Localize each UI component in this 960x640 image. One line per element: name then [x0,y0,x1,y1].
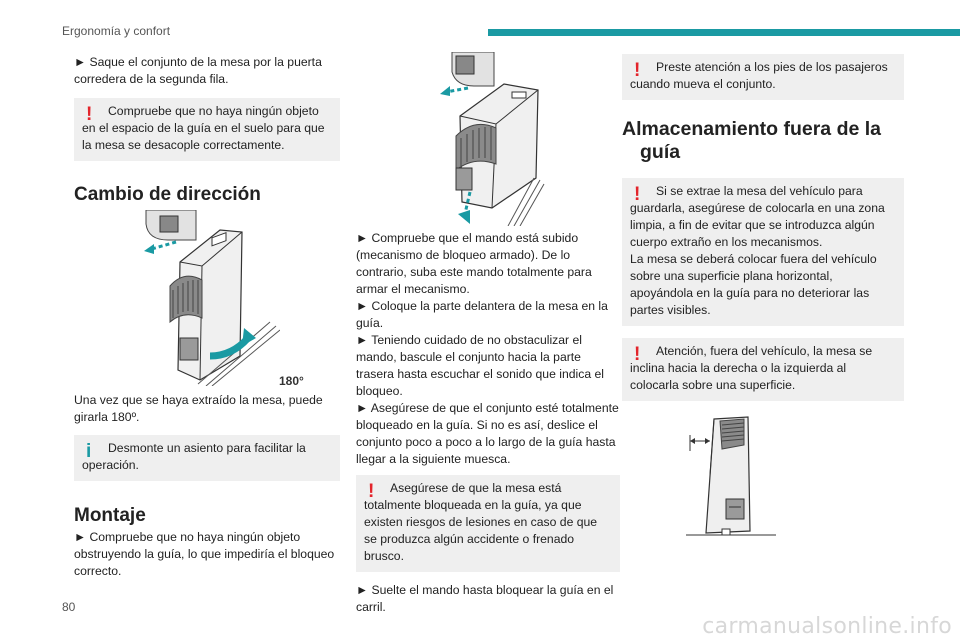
rotate-caption: Una vez que se haya extraído la mesa, puede girarla 180º. [74,393,323,424]
mount-step: ► Coloque la parte delantera de la mesa en la guía. [356,299,608,330]
mount-table-drawing [426,52,566,226]
final-step: ► Suelte el mando hasta bloquear la guía en el carril. [356,583,614,614]
running-header: Ergonomía y confort [62,24,171,38]
storage-illustration [686,415,904,543]
info-box-1 [74,435,340,481]
column-3 [622,54,904,543]
mount-steps [356,230,620,468]
warning-icon: ! [634,344,641,365]
info-icon: i [86,441,92,462]
section-title-line-2: guía [640,141,681,163]
warning-icon: ! [86,104,93,125]
warning-box-3 [622,54,904,100]
warning-box-1 [74,98,340,161]
warning-icon: ! [368,481,375,502]
warning-text-1: Compruebe que no haya ningún objeto en el espacio de la guía en el suelo para que la mesa se desacople correctamente. [82,104,325,152]
warning-text-4a: Si se extrae la mesa del vehículo para guardarla, asegúrese de colocarla en una zona limpia, a fin de evitar que se introduzca algún cuerpo extraño en los mecanismos. [630,184,885,249]
info-text-1: Desmonte un asiento para facilitar la operación. [82,441,306,472]
warning-box-5 [622,338,904,401]
warning-box-4 [622,178,904,326]
section-title-cambio: Cambio de dirección [74,184,261,205]
rotate-180-badge: 180° [279,374,304,388]
header-accent-bar [488,29,960,36]
section-title-montaje: Montaje [74,505,146,526]
warning-text-5: Atención, fuera del vehículo, la mesa se inclina hacia la derecha o la izquierda al colocarla sobre una superficie. [630,344,873,392]
warning-text-3: Preste atención a los pies de los pasajeros cuando mueva el conjunto. [630,60,888,91]
intro-step: ► Saque el conjunto de la mesa por la puerta corredera de la segunda fila. [74,55,322,86]
warning-icon: ! [634,60,641,81]
warning-box-2 [356,475,620,572]
storage-table-drawing [686,415,776,543]
mount-step: ► Compruebe que el mando está subido (mecanismo de bloqueo armado). De lo contrario, suba este mando totalmente para armar el mecanismo. [356,231,592,296]
warning-text-4b: La mesa se deberá colocar fuera del vehículo sobre una superficie plana horizontal, apoyándola en la guía para no deteriorar las partes visibles. [630,252,877,317]
mount-table-illustration [426,52,620,226]
montaje-step: ► Compruebe que no haya ningún objeto obstruyendo la guía, lo que impediría el bloqueo correcto. [74,530,335,578]
section-title-almacenamiento [622,118,904,164]
rotate-table-drawing [140,210,280,386]
rotate-table-illustration [140,210,340,386]
warning-text-2: Asegúrese de que la mesa está totalmente bloqueada en la guía, ya que existen riesgos de lesiones en caso de que se produzca algún accidente o frenado brusco. [364,481,598,563]
section-title-line-1: Almacenamiento fuera de la [622,118,882,140]
column-2 [356,52,620,616]
mount-step: ► Asegúrese de que el conjunto esté totalmente bloqueado en la guía. Si no es así, deslice el conjunto poco a poco a lo largo de la guía hasta llegar a la siguiente muesca. [356,401,619,466]
page-number: 80 [62,600,76,614]
watermark-brand: carmanualsonline.info [702,614,952,639]
mount-step: ► Teniendo cuidado de no obstaculizar el mando, bascule el conjunto hacia la parte trasera hasta escuchar el sonido que indica el bloqueo. [356,333,604,398]
warning-icon: ! [634,184,641,205]
column-1 [74,54,340,580]
